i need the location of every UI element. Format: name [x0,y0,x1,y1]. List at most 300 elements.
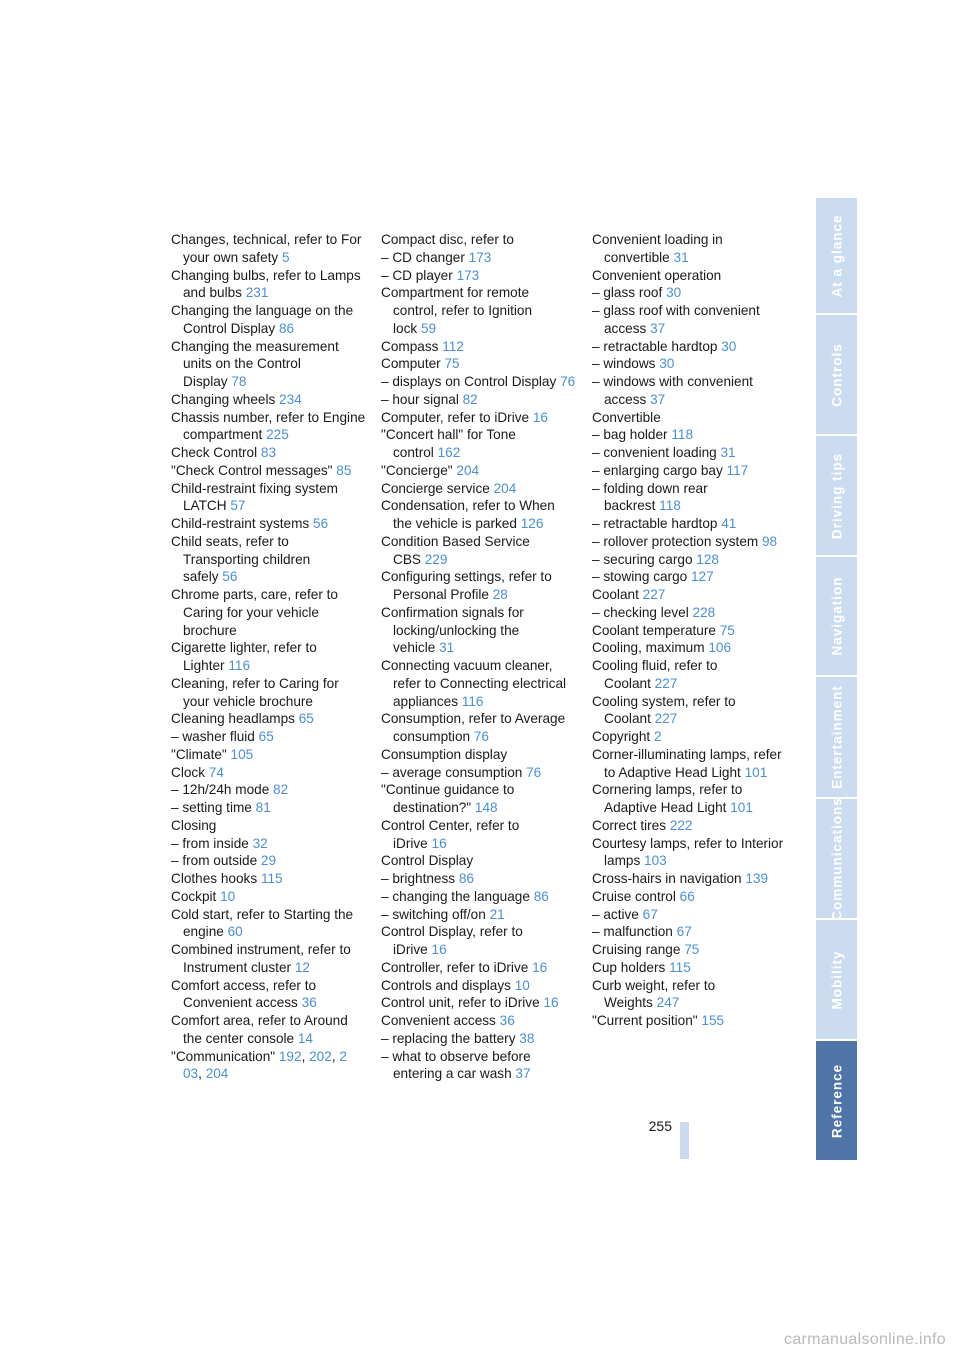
index-entry-text: – glass roof [592,285,663,301]
page-ref-link[interactable]: 59 [420,320,437,336]
page-ref-link[interactable]: 115 [669,959,691,975]
page-ref-link[interactable]: 31 [439,640,455,656]
index-entry [381,355,576,373]
index-entry [381,533,576,569]
index-entry [381,497,576,533]
index-entry [171,835,366,853]
index-entry [592,586,787,604]
index-entry-text: Compact disc, refer to [381,232,514,247]
index-entry-text: – switching off/on [381,906,486,922]
index-entry [381,852,576,870]
page-ref-link[interactable]: 204 [493,480,517,496]
page-ref-separator: , [198,1066,206,1082]
page-ref-link[interactable]: 31 [673,249,689,265]
index-entry-text: – from outside [171,853,258,869]
index-entry [592,977,787,1013]
page-ref-link[interactable]: 192 [278,1048,302,1064]
index-entry [171,906,366,942]
page-ref-link[interactable]: 30 [659,356,675,372]
index-entry-text: Cross-hairs in navigation [592,871,742,886]
page-ref-link[interactable]: 118 [659,498,681,514]
index-entry [171,480,366,516]
page-ref-link[interactable]: 82 [273,782,289,798]
page-ref-link[interactable]: 67 [642,906,658,922]
page-ref-link[interactable]: 2 03 [183,1048,347,1082]
page-ref-link[interactable]: 32 [252,835,268,851]
page-ref-link[interactable]: 173 [468,249,492,265]
index-entry-text: – from inside [171,835,249,851]
index-entry-text: – stowing cargo [592,569,688,585]
tab-driving-tips[interactable] [816,436,857,557]
page-ref-link[interactable]: 229 [424,551,448,567]
index-entry [592,355,787,373]
index-entry-text: – convenient loading [592,445,717,460]
index-entry-text: – average consumption [381,764,523,780]
index-entry-text: Control Display, refer to iDrive [381,924,523,957]
tab-label: Navigation [829,576,844,656]
page-ref-link[interactable]: 116 [228,658,251,673]
index-entry-text: – changing the language [381,888,530,904]
index-entry [171,231,366,267]
tab-reference[interactable] [816,1041,857,1160]
index-entry [592,551,787,569]
page-ref-link[interactable]: 85 [336,462,352,478]
page-ref-link[interactable]: 112 [442,338,464,354]
page-ref-link[interactable]: 29 [260,853,277,869]
page-ref-link[interactable]: 75 [719,622,735,638]
index-entry [592,622,787,640]
index-entry-text: Control Center, refer to iDrive [381,817,520,851]
index-entry [171,302,366,338]
index-entry [381,817,576,853]
index-entry [381,1048,576,1084]
page-ref-link[interactable]: 76 [526,764,542,780]
index-entry [592,781,787,817]
index-entry-text: Convenient loading in convertible [592,232,723,265]
index-entry [171,675,366,711]
index-column-1 [171,231,366,1083]
index-entry-text: Cockpit [171,888,217,904]
index-entry [381,373,576,391]
watermark: carmanualsonline.info [784,1331,946,1348]
index-entry-text: Comfort access, refer to Convenient access [171,977,317,1011]
index-entry-text: Child-restraint fixing system LATCH [171,480,338,514]
index-entry-text: – securing cargo [592,551,693,567]
page-ref-link[interactable]: 139 [745,871,769,886]
index-entry [381,923,576,959]
index-entry-text: – replacing the battery [381,1030,516,1046]
index-entry [592,267,787,285]
index-entry [381,764,576,782]
index-entry-text: Clothes hooks [171,871,258,886]
index-entry-text: Concierge service [381,480,490,496]
index-entry [592,835,787,871]
page-ref-link[interactable]: 225 [266,427,289,443]
index-entry [171,817,366,835]
tab-label: Entertainment [829,685,844,789]
index-entry-text: Control Display [381,853,474,869]
index-entry-text: Child seats, refer to Transporting children safely [171,533,311,585]
page-ref-link[interactable]: 16 [532,959,548,975]
page-ref-link[interactable]: 75 [444,356,460,372]
index-entry-text: – retractable hardtop [592,338,718,354]
page-ref-link[interactable]: 30 [721,338,737,354]
index-entry-text: Cup holders [592,959,666,975]
index-entry-text: – retractable hardtop [592,516,718,531]
page-ref-link[interactable]: 56 [222,569,238,585]
page-ref-link[interactable]: 204 [456,462,480,478]
index-entry [592,1012,787,1030]
page-ref-link[interactable]: 16 [532,409,548,425]
index-entry [592,959,787,977]
index-entry [592,923,787,941]
tab-controls[interactable] [816,315,857,436]
page-ref-link[interactable]: 116 [461,693,484,709]
index-entry-text: – CD player [381,267,453,283]
index-entry-text: – CD changer [381,249,465,265]
index-entry-text: Copyright [592,729,651,744]
index-entry [381,604,576,657]
index-entry-text: Cornering lamps, refer to Adaptive Head Light [592,782,743,815]
index-entry-text: Controls and displays [381,977,511,993]
page-ref-link[interactable]: 155 [701,1013,725,1028]
index-entry [592,639,787,657]
page-number: 255 [648,1118,672,1134]
index-entry [171,409,366,445]
index-entry-text: – enlarging cargo bay [592,462,723,478]
page-ref-link[interactable]: 36 [499,1013,515,1028]
index-entry [381,1012,576,1030]
index-entry [592,941,787,959]
page-ref-link[interactable]: 28 [492,587,508,602]
index-entry-text: – setting time [171,800,252,815]
index-entry [171,267,366,303]
page-ref-link[interactable]: 86 [278,320,295,336]
page-ref-link[interactable]: 37 [650,391,666,407]
index-entry [592,604,787,622]
page-ref-link[interactable]: 103 [644,853,667,869]
index-entry [381,284,576,337]
index-entry [381,781,576,817]
index-entry [381,906,576,924]
index-entry [592,568,787,586]
page-ref-link[interactable]: 148 [474,800,498,815]
index-entry-text: "Concert hall" for Tone control [381,427,516,460]
page-ref-link[interactable]: 222 [669,817,693,833]
index-entry [381,710,576,746]
index-entry-text: Convertible [592,409,661,425]
page-ref-link[interactable]: 227 [654,675,678,691]
tab-at-a-glance[interactable] [816,198,857,315]
index-entry [171,746,366,764]
page-ref-link[interactable]: 56 [313,516,329,531]
index-entry [171,639,366,675]
tab-label: Communications [829,796,844,921]
index-entry [381,746,576,764]
index-entry [592,409,787,427]
index-entry [171,888,366,906]
index-entry [592,888,787,906]
page-ref-link[interactable]: 38 [519,1030,535,1046]
page-ref-separator: , [301,1048,310,1064]
index-entry-text: – rollover protection system [592,533,759,549]
page-ref-link[interactable]: 115 [260,871,283,886]
index-entry-text: Controller, refer to iDrive [381,959,529,975]
page-ref-link[interactable]: 75 [684,942,700,957]
index-entry-text: Closing [171,817,217,833]
index-entry [171,391,366,409]
index-entry-text: Changing the measurement units on the Control Display [171,338,339,389]
index-entry-text: Cold start, refer to Starting the engine [171,906,354,940]
index-entry [171,781,366,799]
index-entry [592,426,787,444]
page-ref-link[interactable]: 231 [245,285,269,301]
index-entry [592,906,787,924]
index-entry [171,586,366,639]
index-entry-text: – washer fluid [171,729,255,744]
page-ref-link[interactable]: 10 [514,977,530,993]
index-entry [381,480,576,498]
tab-label: Mobility [829,950,844,1009]
index-entry [592,728,787,746]
page-ref-link[interactable]: 76 [560,374,576,389]
index-entry-text: "Communication" [171,1048,276,1064]
page-ref-link[interactable]: 173 [456,267,480,283]
index-entry-text: – glass roof with convenient access [592,303,760,336]
tab-label: Controls [829,342,844,407]
index-column-3 [592,231,787,1030]
page-ref-link[interactable]: 10 [220,888,236,904]
page-ref-link[interactable]: 16 [543,995,559,1011]
index-entry [592,231,787,267]
index-entry [171,533,366,586]
index-entry-text: Cooling system, refer to Coolant [592,693,736,727]
index-entry-text: "Check Control messages" [171,462,333,478]
index-entry-text: – displays on Control Display [381,374,557,389]
index-entry [171,338,366,391]
index-entry [592,373,787,409]
page-ref-link[interactable]: 83 [260,445,277,460]
index-entry [592,302,787,338]
page-ref-link[interactable]: 227 [654,711,678,727]
tab-label: At a glance [829,213,844,298]
page-ref-link[interactable]: 21 [489,906,505,922]
index-entry-text: Connecting vacuum cleaner, refer to Connecting electrical appliances [381,658,567,709]
page-ref-link[interactable]: 16 [431,942,447,957]
index-entry [381,338,576,356]
index-entry [381,994,576,1012]
index-entry [171,710,366,728]
page-ref-link[interactable]: 16 [431,835,447,851]
page-ref-link[interactable]: 37 [650,320,666,336]
index-entry [171,444,366,462]
page-ref-link[interactable]: 98 [762,533,778,549]
page-ref-link[interactable]: 234 [279,391,302,407]
index-entry [592,533,787,551]
index-entry-text: – bag holder [592,427,668,443]
index-entry-text: – brightness [381,871,456,886]
index-entry-text: Cleaning, refer to Caring for your vehicle brochure [171,675,339,709]
index-entry-text: – checking level [592,604,689,620]
index-entry-text: Compass [381,338,439,354]
page-ref-link[interactable]: 57 [230,498,246,514]
index-entry-text: Control unit, refer to iDrive [381,995,540,1011]
index-entry [592,480,787,516]
page-ref-link[interactable]: 67 [676,924,692,940]
page-ref-link[interactable]: 81 [255,800,271,815]
index-entry [592,462,787,480]
page-ref-link[interactable]: 36 [301,995,317,1011]
index-entry-text: "Continue guidance to destination?" [381,782,515,815]
index-entry [592,444,787,462]
index-entry [171,977,366,1013]
index-entry [592,746,787,782]
page-ref-link[interactable]: 66 [679,888,695,904]
page-ref-link[interactable]: 76 [473,729,489,744]
index-entry [381,426,576,462]
index-entry [171,1048,366,1084]
page-ref-link[interactable]: 41 [721,516,737,531]
page-ref-link[interactable]: 128 [696,551,719,567]
index-entry-text: Chassis number, refer to Engine compartment [171,409,366,443]
index-entry-text: Check Control [171,445,258,460]
index-entry [171,1012,366,1048]
index-entry-text: Chrome parts, care, refer to Caring for your vehicle brochure [171,587,338,638]
page-ref-separator: , [331,1048,340,1064]
index-entry-text: Changing bulbs, refer to Lamps and bulbs [171,267,361,301]
index-entry [592,338,787,356]
index-entry-text: "Climate" [171,746,227,762]
index-entry-text: Cooling, maximum [592,640,705,656]
index-column-2 [381,231,576,1083]
index-entry-text: – windows with convenient access [592,374,753,407]
index-entry [592,515,787,533]
index-entry-text: Confirmation signals for locking/unlocking the vehicle [381,604,524,656]
page-ref-link[interactable]: 204 [205,1066,229,1082]
index-entry-text: Computer [381,356,441,372]
index-entry-text: Consumption display [381,746,508,762]
index-entry [171,852,366,870]
index-entry-text: Corner-illuminating lamps, refer to Adaptive Head Light [592,746,782,780]
tab-entertainment[interactable] [816,677,857,799]
tab-mobility[interactable] [816,920,857,1041]
page-ref-link[interactable]: 12 [294,959,310,975]
tab-label: Driving tips [829,452,844,539]
index-entry-text: "Concierge" [381,462,453,478]
page-ref-link[interactable]: 82 [462,391,478,407]
page-ref-link[interactable]: 37 [515,1066,531,1082]
index-entry-text: Changing the language on the Control Display [171,303,354,336]
index-entry-text: Clock [171,764,205,780]
page-ref-link[interactable]: 117 [726,462,749,478]
page-ref-link[interactable]: 86 [458,871,474,886]
index-entry-text: Comfort area, refer to Around the center console [171,1013,348,1046]
page-ref-link[interactable]: 30 [666,285,682,301]
index-entry [592,817,787,835]
index-entry [381,1030,576,1048]
index-entry-text: Condensation, refer to When the vehicle is parked [381,498,555,531]
index-entry [171,870,366,888]
index-entry-text: – windows [592,356,656,372]
index-entry [381,977,576,995]
index-entry [592,693,787,729]
page-ref-link[interactable]: 5 [281,249,290,265]
index-entry-text: Courtesy lamps, refer to Interior lamps [592,835,784,869]
page-ref-link[interactable]: 78 [231,374,247,389]
index-entry [171,799,366,817]
index-entry-text: Changing wheels [171,391,276,407]
index-entry [381,231,576,249]
page-ref-link[interactable]: 14 [297,1030,313,1046]
page-ref-link[interactable]: 65 [258,729,274,744]
page-ref-link[interactable]: 74 [208,764,224,780]
page-ref-link[interactable]: 101 [730,800,753,815]
page-ref-link[interactable]: 202 [309,1048,332,1064]
index-entry-text: Convenient operation [592,267,722,283]
tab-navigation[interactable] [816,557,857,677]
tab-label: Reference [829,1063,844,1138]
page-ref-link[interactable]: 101 [744,764,768,780]
page-ref-link[interactable]: 118 [671,427,694,443]
index-entry-text: – hour signal [381,391,459,407]
page-ref-link[interactable]: 127 [691,569,714,585]
index-entry [381,462,576,480]
tab-communications[interactable] [816,796,857,921]
index-entry-text: Configuring settings, refer to Personal Profile [381,569,552,602]
index-entry [381,657,576,710]
index-entry [592,870,787,888]
page-ref-link[interactable]: 162 [437,445,461,460]
index-entry-text: – folding down rear backrest [592,480,708,514]
index-entry-text: Child-restraint systems [171,516,310,531]
page-number-bar [680,1122,689,1159]
index-entry-text: – active [592,906,639,922]
page-ref-link[interactable]: 126 [520,516,544,531]
index-entry-text: Coolant temperature [592,622,716,638]
index-entry [381,888,576,906]
index-entry [171,764,366,782]
index-entry-text: "Current position" [592,1013,698,1028]
page-ref-link[interactable]: 60 [227,924,243,940]
page-ref-link[interactable]: 2 [653,729,662,744]
page-ref-link[interactable]: 86 [533,888,549,904]
page-ref-link[interactable]: 227 [642,587,666,602]
index-entry-text: Correct tires [592,817,667,833]
index-entry [381,267,576,285]
page-ref-link[interactable]: 106 [708,640,732,656]
page-ref-link[interactable]: 65 [298,711,314,727]
index-entry [381,959,576,977]
index-entry [171,515,366,533]
index-entry-text: Cooling fluid, refer to Coolant [592,658,718,691]
section-tabs [816,198,857,1160]
index-entry [171,728,366,746]
index-entry-text: – what to observe before entering a car wash [381,1048,531,1082]
page-ref-link[interactable]: 247 [656,995,680,1011]
index-entry-text: Convenient access [381,1013,496,1028]
page-ref-link[interactable]: 31 [720,445,736,460]
index-entry-text: Cruising range [592,942,681,957]
page-ref-link[interactable]: 105 [230,746,254,762]
index-entry [381,870,576,888]
index-entry [592,284,787,302]
index-entry-text: Changes, technical, refer to For your own safety [171,232,362,265]
index-entry-text: Consumption, refer to Average consumption [381,711,566,744]
index-entry-text: Compartment for remote control, refer to Ignition lock [381,285,533,336]
page-ref-link[interactable]: 228 [692,604,716,620]
index-entry [381,568,576,604]
index-entry-text: – malfunction [592,924,673,940]
